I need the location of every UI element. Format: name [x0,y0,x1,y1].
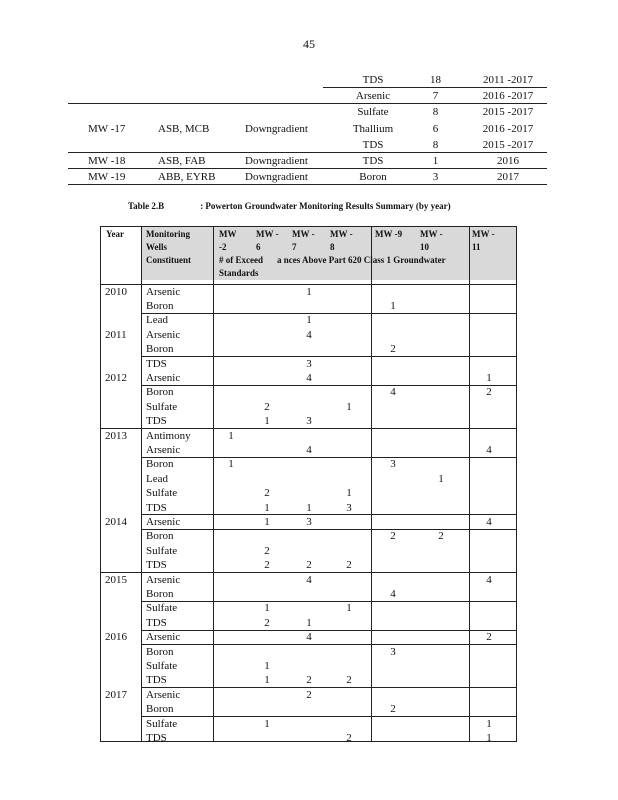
exceedance-count: 2 [438,530,444,543]
top-table-rule [68,103,547,104]
table-column-rule [141,226,142,742]
exceedance-count: 2 [346,559,352,572]
top-table-years: 2016 [497,155,519,167]
exceedance-count: 4 [390,386,396,399]
constituent-cell: Lead [146,314,168,327]
constituent-cell: Boron [146,703,174,716]
exceedance-count: 3 [306,357,312,370]
year-cell: 2013 [105,429,127,442]
constituent-cell: Sulfate [146,400,178,413]
header-well-7: MW - [472,229,495,239]
table-row-rule [141,457,516,458]
header-exceedances-cont: a nces Above Part 620 Class 1 Groundwater [277,255,446,265]
header-well-4: MW - [330,229,353,239]
page-number: 45 [303,37,315,51]
exceedance-count: 2 [306,688,312,701]
exceedance-count: 3 [346,501,352,514]
top-table-years: 2011 -2017 [482,74,533,86]
exceedance-count: 1 [306,501,312,514]
header-well-1-number: -2 [219,242,227,252]
table-row-rule [141,385,516,386]
exceedance-count: 1 [264,515,270,528]
exceedance-count: 1 [228,458,234,471]
exceedance-count: 4 [486,515,492,528]
header-well-3-number: 7 [292,242,297,252]
exceedance-count: 1 [306,285,312,298]
table-row-rule [141,514,516,515]
table-column-rule [100,226,101,742]
header-standards: Standards [219,268,259,278]
exceedance-count: 1 [346,400,352,413]
table-row-rule [141,356,516,357]
top-table-years: 2017 [497,171,519,184]
constituent-cell: TDS [146,415,167,428]
top-table-unit: ABB, EYRB [158,171,216,184]
constituent-cell: Arsenic [146,631,181,644]
constituent-cell: TDS [146,616,167,629]
header-well-6: MW - [420,229,443,239]
exceedance-count: 2 [264,400,270,413]
constituent-cell: Boron [146,645,174,658]
table-caption-label: Table 2.B [128,201,165,211]
top-table-unit: ASB, FAB [158,155,206,167]
exceedance-count: 1 [346,602,352,615]
exceedance-count: 1 [264,415,270,428]
top-table-count: 8 [432,106,439,119]
header-well-5: MW -9 [375,229,403,239]
constituent-cell: Antimony [146,429,191,442]
constituent-cell: Arsenic [146,573,181,586]
header-monitoring: Monitoring [146,229,190,239]
table-row-rule [100,226,516,227]
exceedance-count: 2 [264,559,270,572]
top-table-constituent: Sulfate [357,106,389,119]
constituent-cell: Arsenic [146,688,181,701]
exceedance-count: 4 [306,371,312,384]
top-table-location: Downgradient [245,155,308,167]
header-year: Year [106,229,124,239]
exceedance-count: 1 [346,487,352,500]
exceedance-count: 4 [486,443,492,456]
exceedance-count: 2 [390,530,396,543]
header-well-3: MW - [292,229,315,239]
constituent-cell: Arsenic [146,285,181,298]
constituent-cell: TDS [146,674,167,687]
table-column-rule [469,226,470,742]
exceedance-count: 1 [228,429,234,442]
exceedance-count: 1 [486,371,492,384]
exceedance-count: 2 [390,703,396,716]
top-table-location: Downgradient [245,122,308,135]
top-table-count: 1 [432,155,439,167]
top-table-constituent: TDS [362,74,384,86]
top-table-constituent: Arsenic [355,90,391,103]
exceedance-count: 4 [390,587,396,600]
constituent-cell: TDS [146,559,167,572]
exceedance-count: 4 [486,573,492,586]
constituent-cell: Sulfate [146,717,178,730]
exceedance-count: 2 [486,631,492,644]
exceedance-count: 2 [306,559,312,572]
exceedance-count: 2 [346,674,352,687]
constituent-cell: TDS [146,731,167,744]
top-table-rule [68,152,547,153]
top-table-unit: ASB, MCB [158,122,210,135]
constituent-cell: Boron [146,386,174,399]
year-cell: 2012 [105,371,127,384]
constituent-cell: Sulfate [146,602,178,615]
table-row-rule [141,601,516,602]
header-well-1: MW [219,229,237,239]
exceedance-count: 2 [390,343,396,356]
monitoring-results-table [100,226,516,742]
constituent-cell: TDS [146,357,167,370]
top-table-years: 2015 -2017 [482,106,534,119]
table-caption-text: : Powerton Groundwater Monitoring Results Summary (by year) [200,201,451,211]
constituent-cell: Boron [146,587,174,600]
table-row-rule [141,529,516,530]
table-row-rule [141,687,516,688]
constituent-cell: Sulfate [146,487,178,500]
year-cell: 2011 [105,328,127,341]
exceedance-count: 1 [306,314,312,327]
top-table-well: MW -19 [88,171,126,184]
year-cell: 2016 [105,631,127,644]
exceedance-count: 4 [306,631,312,644]
header-well-7-number: 11 [472,242,481,252]
top-table-constituent: TDS [362,138,384,151]
constituent-cell: Boron [146,299,174,312]
table-row-rule [141,630,516,631]
constituent-cell: Boron [146,458,174,471]
constituent-cell: Sulfate [146,544,178,557]
exceedance-count: 3 [390,645,396,658]
top-table-constituent: Thallium [352,122,394,135]
header-constituent: Constituent [146,255,192,265]
header-well-2: MW - [256,229,279,239]
table-row-rule [141,716,516,717]
exceedance-count: 2 [264,616,270,629]
top-table-rule [68,168,547,169]
year-cell: 2010 [105,285,127,298]
constituent-cell: Boron [146,343,174,356]
table-row-rule [141,313,516,314]
top-table-location: Downgradient [245,171,308,184]
exceedance-count: 1 [486,731,492,744]
top-table-rule [323,87,547,88]
exceedance-count: 3 [306,515,312,528]
top-table-count: 18 [430,74,441,86]
top-table-count: 8 [432,138,439,151]
constituent-cell: Arsenic [146,515,181,528]
constituent-cell: Boron [146,530,174,543]
constituent-cell: Arsenic [146,371,181,384]
header-exceedances: # of Exceed [219,255,263,265]
top-table-years: 2016 -2017 [482,90,534,103]
exceedance-count: 1 [264,674,270,687]
exceedance-count: 4 [306,328,312,341]
header-well-2-number: 6 [256,242,261,252]
table-row-rule [141,644,516,645]
top-table-constituent: TDS [362,155,384,167]
exceedance-count: 2 [264,544,270,557]
table-caption [128,201,451,211]
year-cell: 2017 [105,688,127,701]
year-cell: 2014 [105,515,127,528]
constituent-cell: Lead [146,472,168,485]
constituent-cell: TDS [146,501,167,514]
top-table-rule [68,184,547,185]
exceedance-count: 1 [438,472,444,485]
exceedance-count: 3 [306,415,312,428]
exceedance-count: 1 [264,717,270,730]
top-table-years: 2015 -2017 [482,138,534,151]
exceedance-count: 2 [486,386,492,399]
exceedance-count: 1 [306,616,312,629]
constituent-cell: Sulfate [146,659,178,672]
exceedance-count: 1 [264,501,270,514]
header-well-6-number: 10 [420,242,429,252]
year-cell: 2015 [105,573,127,586]
exceedance-count: 1 [390,299,396,312]
exceedance-count: 4 [306,573,312,586]
top-table-constituent: Boron [359,171,387,184]
top-table-count: 3 [432,171,439,184]
table-column-rule [516,226,517,742]
exceedance-count: 1 [486,717,492,730]
header-background [141,226,516,280]
top-table-well: MW -17 [88,122,126,135]
exceedance-count: 2 [306,674,312,687]
constituent-cell: Arsenic [146,328,181,341]
exceedance-count: 1 [264,659,270,672]
exceedance-count: 1 [264,602,270,615]
top-table-count: 6 [432,122,439,135]
header-well-4-number: 8 [330,242,335,252]
table-column-rule [371,226,372,742]
top-table-count: 7 [432,90,439,103]
exceedance-count: 3 [390,458,396,471]
header-wells: Wells [146,242,168,252]
table-column-rule [213,226,214,742]
top-table-well: MW -18 [88,155,126,167]
top-table-years: 2016 -2017 [482,122,534,135]
exceedance-count: 4 [306,443,312,456]
constituent-cell: Arsenic [146,443,181,456]
exceedance-count: 2 [346,731,352,744]
exceedance-count: 2 [264,487,270,500]
